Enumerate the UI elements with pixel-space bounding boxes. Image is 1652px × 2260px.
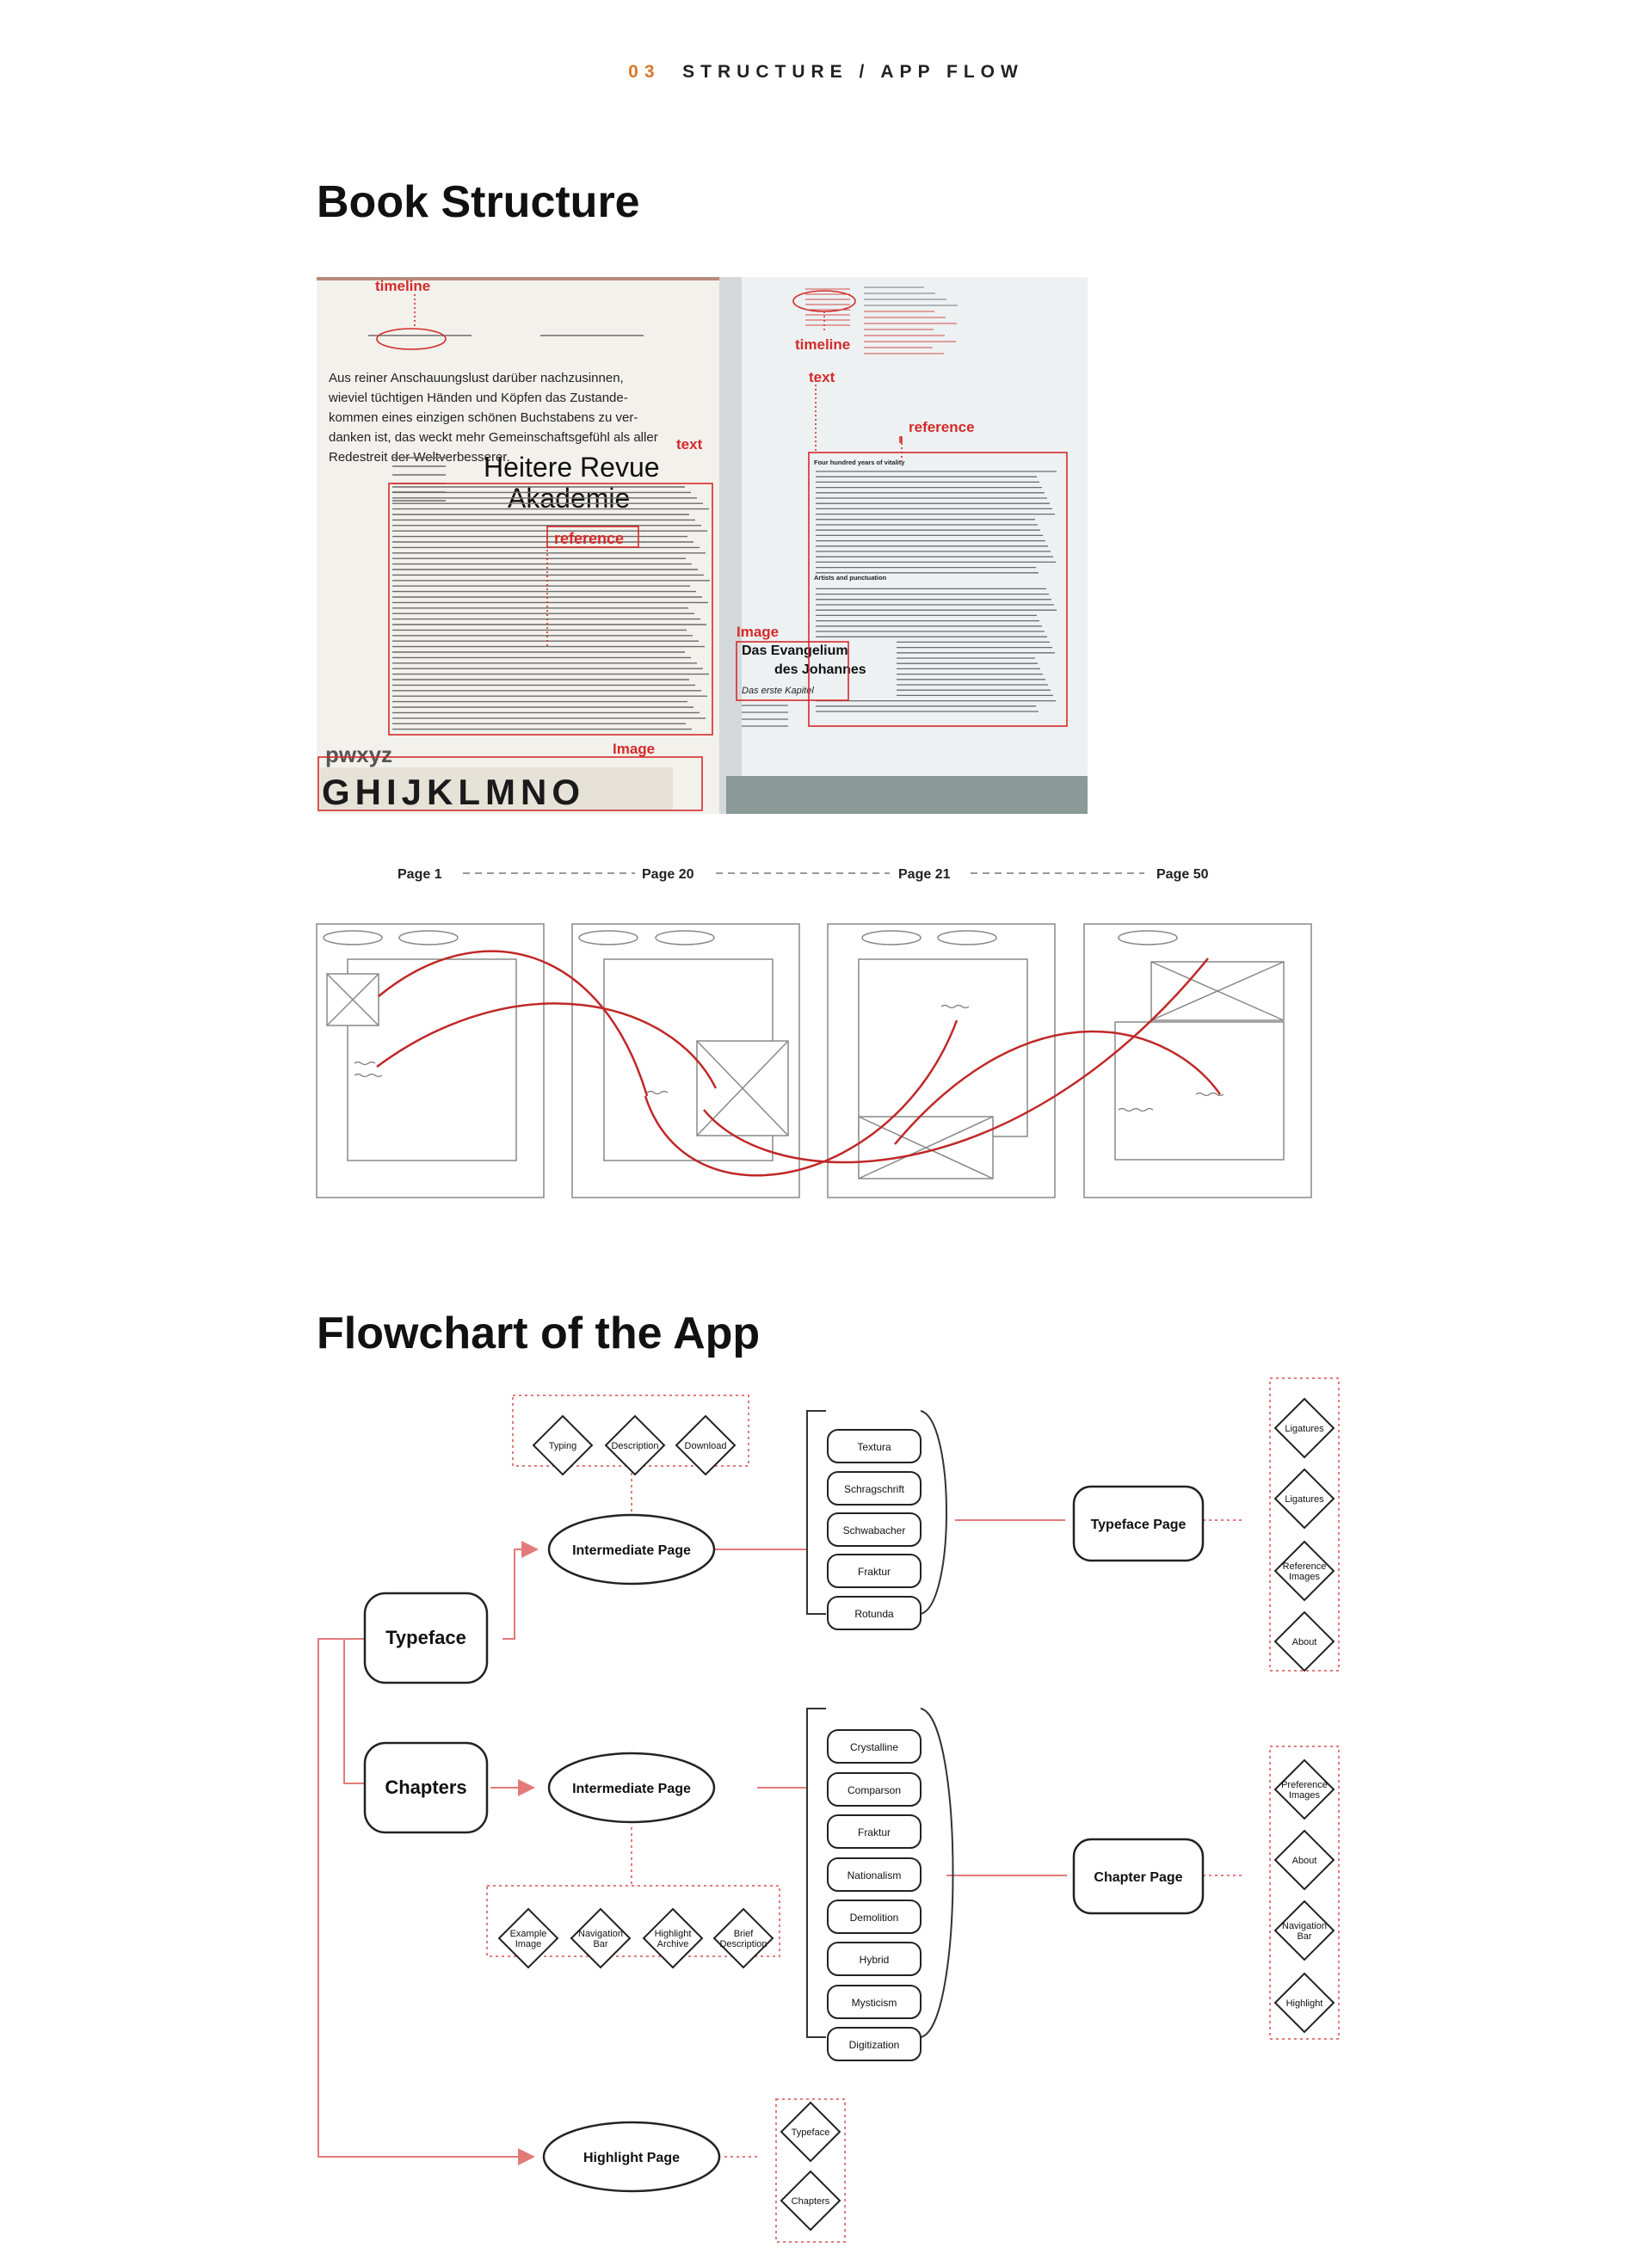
list-pill-chapters [828,1815,921,1848]
pill-label: Fraktur [857,1826,891,1838]
list-pill-chapters [828,1943,921,1975]
label-text-right: text [809,369,835,385]
pill-label: Comparson [847,1784,902,1796]
section-number: 03 [628,62,661,82]
svg-text:About: About [1291,1637,1317,1647]
label-text-left: text [676,436,703,453]
svg-text:Ligatures: Ligatures [1285,1494,1324,1505]
svg-text:Highlight: Highlight [1285,1998,1323,2009]
typeface-page-label: Typeface Page [1090,1518,1187,1532]
label-timeline-left: timeline [375,278,431,294]
label-image-right: Image [737,624,780,640]
page-flow-wireframe [0,852,1652,1213]
specimen-small: pwxyz [325,742,393,767]
svg-text:Typeface: Typeface [791,2128,830,2138]
svg-text:Highlight: Highlight [654,1929,692,1939]
svg-text:Reference: Reference [1282,1561,1327,1572]
right-display-1: Das Evangelium [742,644,848,658]
page-label: Page 50 [1156,867,1209,882]
highlight-item [781,2103,840,2161]
option-diamond [714,1909,773,1967]
list-pill-chapters [828,2028,921,2060]
highlight-item [781,2171,840,2230]
svg-text:Images: Images [1288,1572,1321,1582]
svg-text:Example: Example [509,1929,547,1939]
list-pill-typefaces [828,1513,921,1546]
svg-text:Navigation: Navigation [1282,1921,1327,1931]
pill-label: Schragschrift [843,1483,905,1495]
highlight-page-label: Highlight Page [583,2151,680,2165]
blackletter-line: Redestreit der Weltverbesserer. [329,450,510,465]
svg-text:Archive: Archive [656,1939,689,1949]
list-pill-typefaces [828,1430,921,1463]
label-reference-left: reference [554,530,625,547]
typeface-page-item [1275,1612,1334,1671]
flowchart-title: Flowchart of the App [317,1309,761,1358]
option-diamond [571,1909,630,1967]
list-pill-chapters [828,1858,921,1891]
book-spread-scan [317,277,1088,814]
typeface-root-label: Typeface [385,1627,466,1648]
list-pill-chapters [828,1986,921,2018]
svg-text:Ligatures: Ligatures [1285,1424,1324,1434]
blackletter-line: kommen eines einzigen schönen Buchstabens zu ver- [329,410,638,425]
pill-label: Mysticism [851,1997,897,2009]
chapter-page-item [1275,1974,1334,2032]
svg-text:Download: Download [684,1441,727,1451]
pill-label: Textura [857,1441,891,1453]
intermediate-chapters-label: Intermediate Page [572,1782,691,1796]
chapter-page-item [1275,1760,1334,1819]
svg-text:Description: Description [611,1441,659,1451]
label-timeline-right: timeline [795,336,851,353]
svg-text:Chapters: Chapters [791,2196,830,2207]
pill-label: Nationalism [847,1869,902,1881]
label-reference-right: reference [909,419,975,435]
svg-text:Navigation: Navigation [578,1929,623,1939]
svg-text:Typing: Typing [548,1441,577,1451]
svg-text:Bar: Bar [593,1939,608,1949]
typeface-page-item [1275,1542,1334,1600]
option-diamond [644,1909,702,1967]
svg-text:Brief: Brief [733,1929,754,1939]
display-heitere: Heitere Revue [484,452,660,483]
pill-label: Demolition [849,1912,899,1924]
blackletter-line: wieviel tüchtigen Händen und Köpfen das Zustande- [329,391,628,405]
section-label: STRUCTURE / APP FLOW [682,62,1024,82]
blackletter-line: Aus reiner Anschauungslust darüber nachzusinnen, [329,371,624,385]
list-pill-chapters [828,1900,921,1933]
svg-text:Image: Image [515,1939,542,1949]
option-diamond [499,1909,558,1967]
svg-text:Bar: Bar [1297,1931,1312,1942]
svg-text:Description: Description [719,1939,767,1949]
page-label: Page 21 [898,867,951,882]
page-label: Page 1 [398,867,442,882]
svg-text:Images: Images [1288,1790,1321,1801]
right-heading: Four hundred years of vitality [814,459,905,466]
list-pill-chapters [828,1773,921,1806]
svg-text:Preference: Preference [1281,1780,1328,1790]
section-eyebrow [0,62,1652,83]
list-pill-chapters [828,1730,921,1763]
list-pill-typefaces [828,1472,921,1505]
pill-label: Schwabacher [842,1524,906,1536]
blackletter-line: danken ist, das weckt mehr Gemeinschaftsgefühl als aller [329,430,658,445]
pill-label: Rotunda [854,1608,894,1620]
chapter-page-item [1275,1901,1334,1960]
right-subheading: Artists and punctuation [814,574,887,582]
right-display-3: Das erste Kapitel [742,686,814,696]
display-akademie: Akademie [508,483,631,514]
chapter-page-label: Chapter Page [1094,1870,1183,1885]
pill-label: Fraktur [857,1566,891,1578]
pill-label: Hybrid [859,1954,890,1966]
svg-text:About: About [1291,1856,1317,1866]
pill-label: Digitization [848,2039,900,2051]
page-label: Page 20 [642,867,694,882]
typeface-page-item [1275,1469,1334,1528]
app-flowchart [0,1368,1652,2260]
chapter-page-item [1275,1831,1334,1889]
chapters-root-label: Chapters [385,1777,467,1798]
pill-label: Crystalline [849,1741,899,1753]
list-pill-typefaces [828,1597,921,1629]
right-display-2: des Johannes [774,662,866,677]
label-image-left: Image [613,741,656,757]
book-structure-title: Book Structure [317,177,640,227]
left-page [317,277,719,814]
intermediate-typeface-label: Intermediate Page [572,1543,691,1558]
list-pill-typefaces [828,1555,921,1587]
typeface-page-item [1275,1399,1334,1457]
specimen-large: GHIJKLMNO [322,772,585,812]
